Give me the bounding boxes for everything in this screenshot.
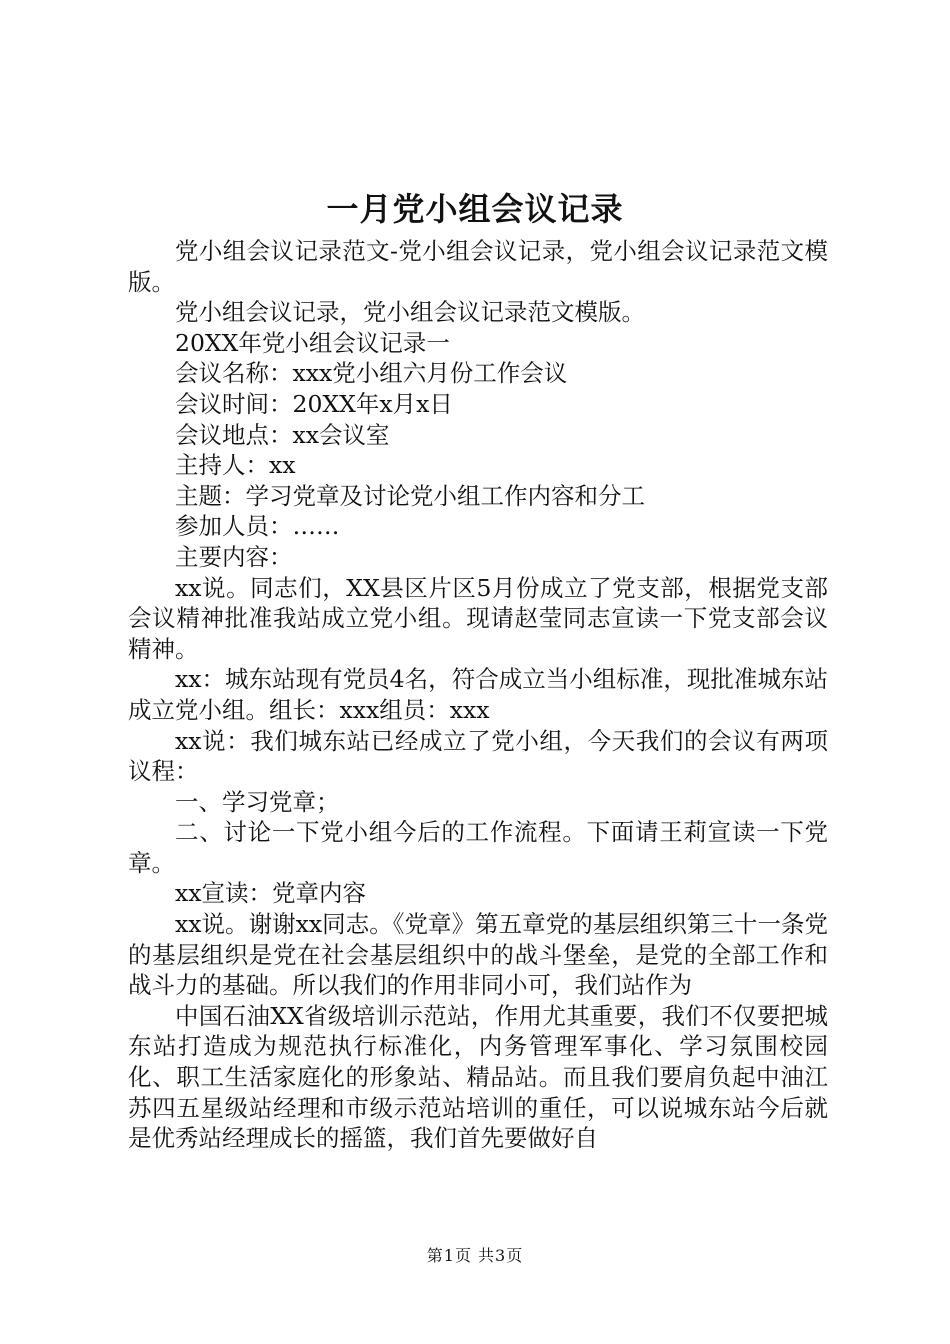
meeting-time-line: 会议时间：20XX年x月x日 xyxy=(175,389,453,418)
paragraph: xx说。同志们，XX县区片区5月份成立了党支部，根据党支部会议精神批准我站成立党小组。现请赵莹同志宣读一下党支部会议精神。 xyxy=(128,573,828,663)
document-body xyxy=(128,236,828,1154)
paragraph: 20XX年党小组会议记录一 xyxy=(175,328,450,357)
meeting-name-line: 会议名称：xxx党小组六月份工作会议 xyxy=(175,359,568,388)
agenda-item: 一、学习党章； xyxy=(175,787,340,816)
paragraph: xx说：我们城东站已经成立了党小组，今天我们的会议有两项议程： xyxy=(128,726,828,786)
paragraph: xx宣读：党章内容 xyxy=(175,879,367,908)
document-title: 一月党小组会议记录 xyxy=(326,190,624,228)
paragraph: 党小组会议记录，党小组会议记录范文模版。 xyxy=(175,298,645,327)
host-line: 主持人：xx xyxy=(175,451,296,480)
meeting-location-line: 会议地点：xx会议室 xyxy=(175,420,390,449)
paragraph: 党小组会议记录范文-党小组会议记录，党小组会议记录范文模版。 xyxy=(128,237,828,296)
agenda-item: 二、讨论一下党小组今后的工作流程。下面请王莉宣读一下党章。 xyxy=(128,818,828,877)
main-content-heading: 主要内容： xyxy=(175,542,293,571)
topic-line: 主题：学习党章及讨论党小组工作内容和分工 xyxy=(175,481,645,510)
attendees-line: 参加人员：…… xyxy=(175,512,340,541)
paragraph: xx说。谢谢xx同志。《党章》第五章党的基层组织第三十一条党的基层组织是党在社会基层组织中的战斗堡垒，是党的全部工作和战斗力的基础。所以我们的作用非同小可，我们站作为 xyxy=(128,910,828,1000)
page-footer: 第1页 共3页 xyxy=(426,1246,524,1265)
paragraph: xx：城东站现有党员4名，符合成立当小组标准，现批准城东站成立党小组。组长：xxx组员：xxx xyxy=(128,665,828,724)
paragraph: 中国石油XX省级培训示范站，作用尤其重要，我们不仅要把城东站打造成为规范执行标准化，内务管理军事化、学习氛围校园化、职工生活家庭化的形象站、精品站。而且我们要肩负起中油江苏四五星级站经理和市级示范站培训的重任，可以说城东站今后就是优秀站经理成长的摇篮，我们首先要做好自 xyxy=(128,1001,828,1153)
